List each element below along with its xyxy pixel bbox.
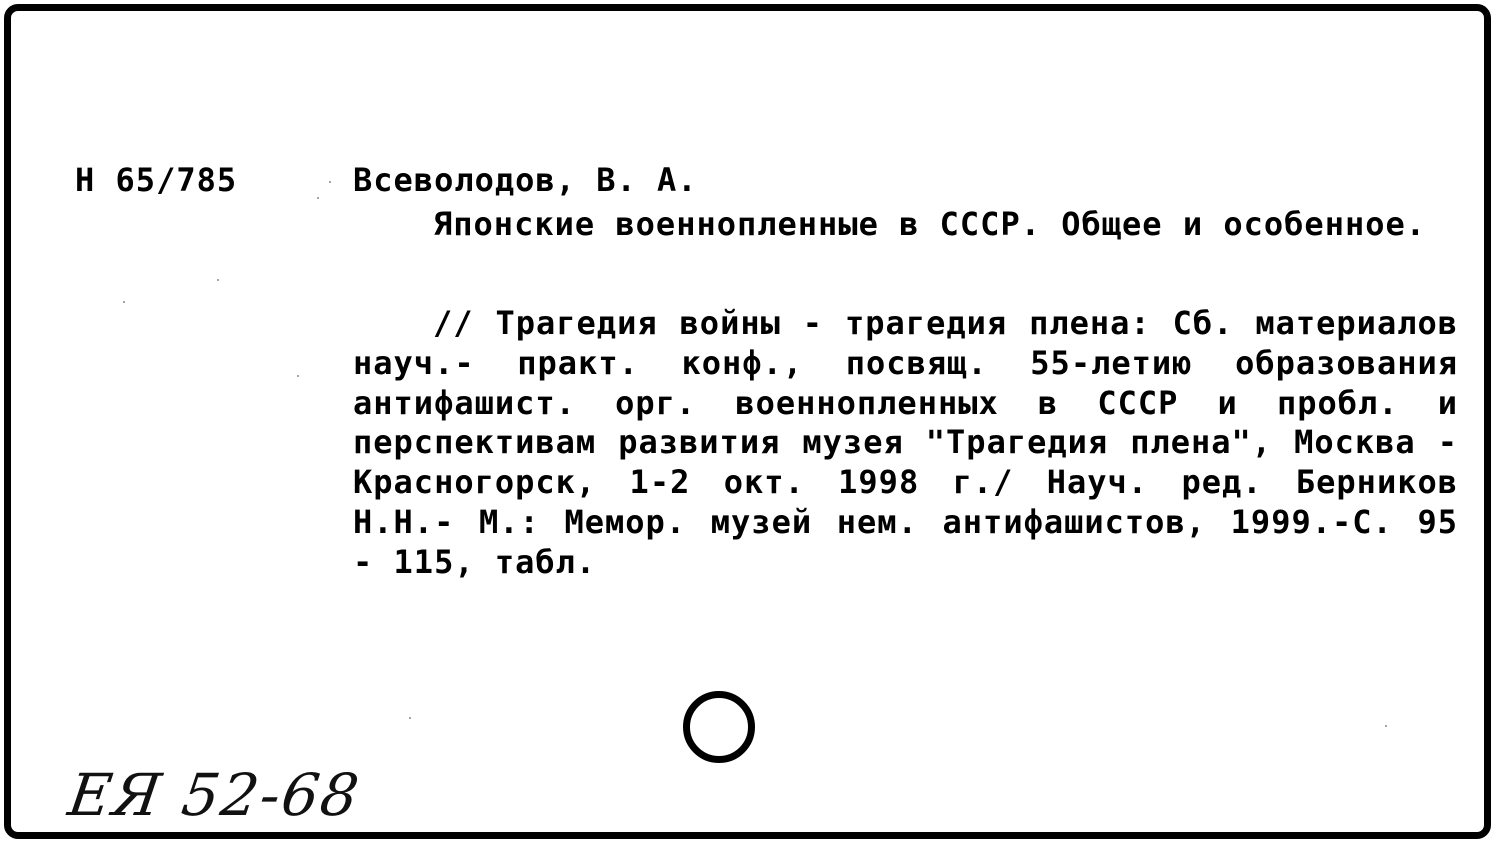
scan-speck: [409, 717, 411, 719]
scan-speck: [123, 301, 125, 303]
catalog-card: [4, 4, 1491, 839]
scan-speck: [329, 181, 331, 183]
work-title: Японские военнопленные в СССР. Общее и особенное.: [433, 205, 1427, 243]
call-number: Н 65/785: [75, 161, 238, 199]
source-description: // Трагедия войны - трагедия плена: Сб. материалов науч.- практ. конф., посвящ. 55-летию образования антифашист. орг. военнопленных в СССР и пробл. и перспективам развития музея "Трагедия плена", Москва - Красногорск, 1-2 окт. 1998 г./ Науч. ред. Берников Н.Н.- М.: Мемор. музей нем. антифашистов, 1999.-С. 95 - 115, табл.: [353, 304, 1458, 581]
scan-speck: [317, 197, 319, 199]
scan-speck: [1385, 725, 1387, 727]
handwritten-code: ЕЯ 52-68: [64, 761, 365, 829]
scan-speck: [297, 375, 299, 377]
card-punch-hole: [683, 691, 755, 763]
author-line: Всеволодов, В. А.: [353, 161, 698, 199]
scan-speck: [217, 279, 219, 281]
